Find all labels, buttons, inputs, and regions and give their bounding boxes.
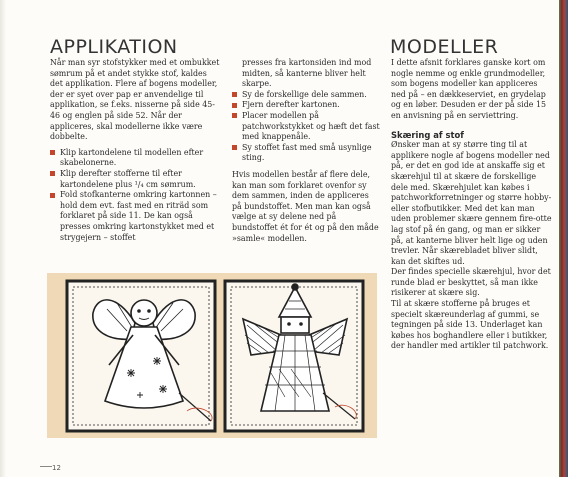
steps-list-1 [50, 148, 222, 243]
page-edge-strip [559, 0, 568, 477]
book-spine-shadow [0, 0, 6, 477]
cutting-paragraph-3: Til at skære stofferne på bruges et specielt skæreunderlag af gummi, se tegningen på side 13. Underlaget kan købes hos boghandlere eller i butikker, der handler med artikler til patchwork. [391, 299, 549, 351]
step-continuation: presses fra kartonsiden ind mod midten, så kanterne bliver helt skarpe. [242, 58, 372, 89]
cutting-paragraph-2: Der findes specielle skærehjul, hvor det runde blad er beskyttet, så man ikke risikerer at skære sig. [391, 267, 551, 298]
step-item: Fold stofkanterne omkring kartonnen – hold dem evt. fast med en riträd som forklaret på side 11. De kan også presses omkring kartonstykket med et strygejern – stoffet [50, 190, 222, 243]
heading-applikation: APPLIKATION [50, 36, 178, 58]
intro-paragraph: Når man syr stofstykker med et ombukket sømrum på et andet stykke stof, kaldes det applikation. Flere af bogens modeller, der er syet over pap er anvendelige til applikation, se f.eks. nisserne på side 45-46 og englen på side 52. Når der appliceres, skal modellerne ikke være dobbelte. [50, 58, 220, 142]
cutting-paragraph-1: Ønsker man at sy større ting til at applikere nogle af bogens modeller ned på, er det en god ide at anskaffe sig et skærehjul til at skære de forskellige dele med. Skærehjulet kan købes i patchworkforretninger og større hobby- eller stofbutikker. Med det kan man uden problemer skære gennem fire-otte lag stof på én gang, og man er sikker på, at kanterne bliver helt lige og uden trevler. Når skærebladet bliver slidt, kan det skiftes ud. [391, 140, 552, 266]
column-right [391, 58, 553, 352]
models-paragraph: I dette afsnit forklares ganske kort om nogle nemme og enkle grundmodeller, som bogens modeller kan appliceres ned på – en dækkeserviet, en grydelap og en løber. Desuden er der på side 15 en anvisning på en serviettring. [391, 58, 546, 120]
step-item: Klip derefter stofferne til efter kartondelene plus ¹/₄ cm sømrum. [50, 169, 222, 190]
column-middle [232, 58, 380, 244]
column-left [50, 58, 222, 243]
angel-drawings-image [47, 273, 377, 438]
step-item: Klip kartondelene til modellen efter skabelonerne. [50, 148, 222, 169]
step-item: Fjern derefter kartonen. [232, 100, 380, 111]
page-number: 12 [52, 464, 61, 472]
step-item: Placer modellen på patchworkstykket og hæft det fast med knappenåle. [232, 111, 380, 143]
footer-rule [40, 466, 52, 467]
subheading-cutting: Skæring af stof [391, 129, 464, 140]
angel-drawing-left [67, 281, 215, 431]
assembly-paragraph: Hvis modellen består af flere dele, kan man som forklaret ovenfor sy dem sammen, inden de appliceres på bundstoffet. Men man kan også vælge at sy delene ned på bundstoffet ét for ét og på den måde »samle« modellen. [232, 169, 379, 243]
angel-drawing-right [225, 281, 363, 431]
step-item: Sy stoffet fast med små usynlige sting. [232, 143, 380, 164]
heading-modeller: MODELLER [390, 36, 499, 58]
step-item: Sy de forskellige dele sammen. [232, 90, 380, 101]
steps-list-2 [232, 90, 380, 164]
applique-illustration [47, 273, 377, 438]
